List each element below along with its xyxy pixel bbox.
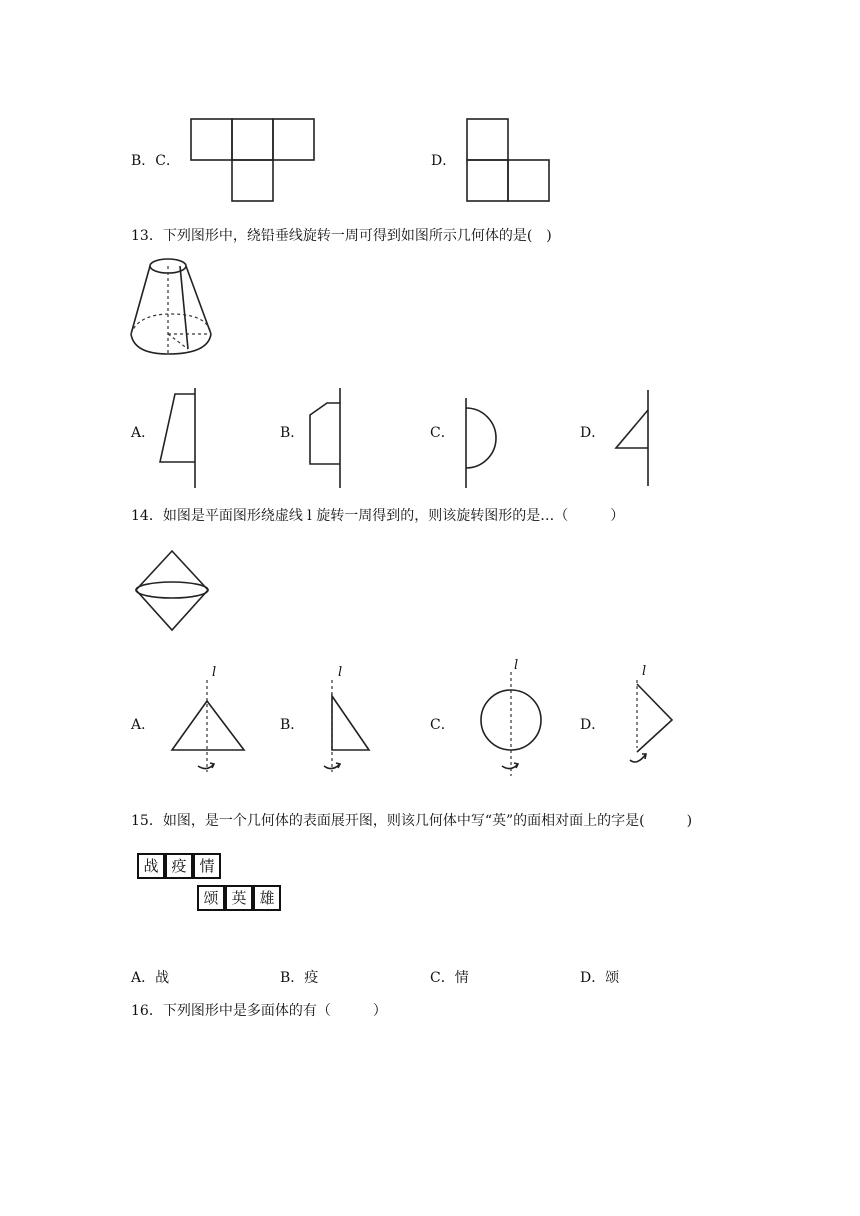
q14-option-b-figure [322, 680, 374, 776]
net-cell-xiong: 雄 [253, 885, 281, 911]
net-cell-zhan: 战 [137, 853, 165, 879]
q15-option-a: A．战 [131, 970, 170, 986]
q15-option-d: D．颂 [580, 970, 620, 986]
net-cell-qing: 情 [193, 853, 221, 879]
q15-option-c: C．情 [430, 970, 469, 986]
q13-option-c-label: C． [430, 425, 455, 441]
q12-option-bc-label: B．C． [131, 153, 180, 169]
q14-option-d-axis-label: l [642, 664, 647, 679]
net-cell-song: 颂 [197, 885, 225, 911]
q13-option-d-figure [608, 390, 653, 488]
q12-option-d-label: D． [431, 153, 457, 169]
q14-option-a-figure [168, 680, 250, 776]
q14-stem: 14．如图是平面图形绕虚线 l 旋转一周得到的，则该旋转图形的是…（ ） [131, 508, 625, 524]
net-cell-yi: 疫 [165, 853, 193, 879]
q14-option-b-axis-label: l [338, 665, 343, 680]
q13-stem: 13．下列图形中，绕铅垂线旋转一周可得到如图所示几何体的是( ) [131, 228, 552, 244]
q13-option-b-label: B． [280, 425, 305, 441]
q15-stem: 15．如图，是一个几何体的表面展开图，则该几何体中写“英”的面相对面上的字是( ) [131, 813, 693, 829]
q14-double-cone-figure [130, 548, 214, 634]
q14-option-a-axis-label: l [212, 665, 217, 680]
q13-option-c-figure [458, 398, 508, 488]
q14-option-d-figure [624, 680, 679, 770]
q14-option-a-label: A． [131, 717, 156, 733]
q12-net-figure-d [466, 118, 554, 204]
q13-option-a-figure [155, 388, 205, 488]
q14-option-b-label: B． [280, 717, 305, 733]
q13-option-a-label: A． [131, 425, 156, 441]
q12-net-figure-c [190, 118, 318, 204]
q13-frustum-figure [128, 254, 223, 358]
q14-option-c-axis-label: l [514, 658, 519, 673]
q14-option-c-figure [476, 672, 546, 780]
q16-stem: 16．下列图形中是多面体的有（ ） [131, 1003, 387, 1019]
q13-option-d-label: D． [580, 425, 606, 441]
net-cell-ying: 英 [225, 885, 253, 911]
q14-option-d-label: D． [580, 717, 606, 733]
q13-option-b-figure [305, 388, 350, 488]
q14-option-c-label: C． [430, 717, 455, 733]
q15-option-b: B．疫 [280, 970, 319, 986]
